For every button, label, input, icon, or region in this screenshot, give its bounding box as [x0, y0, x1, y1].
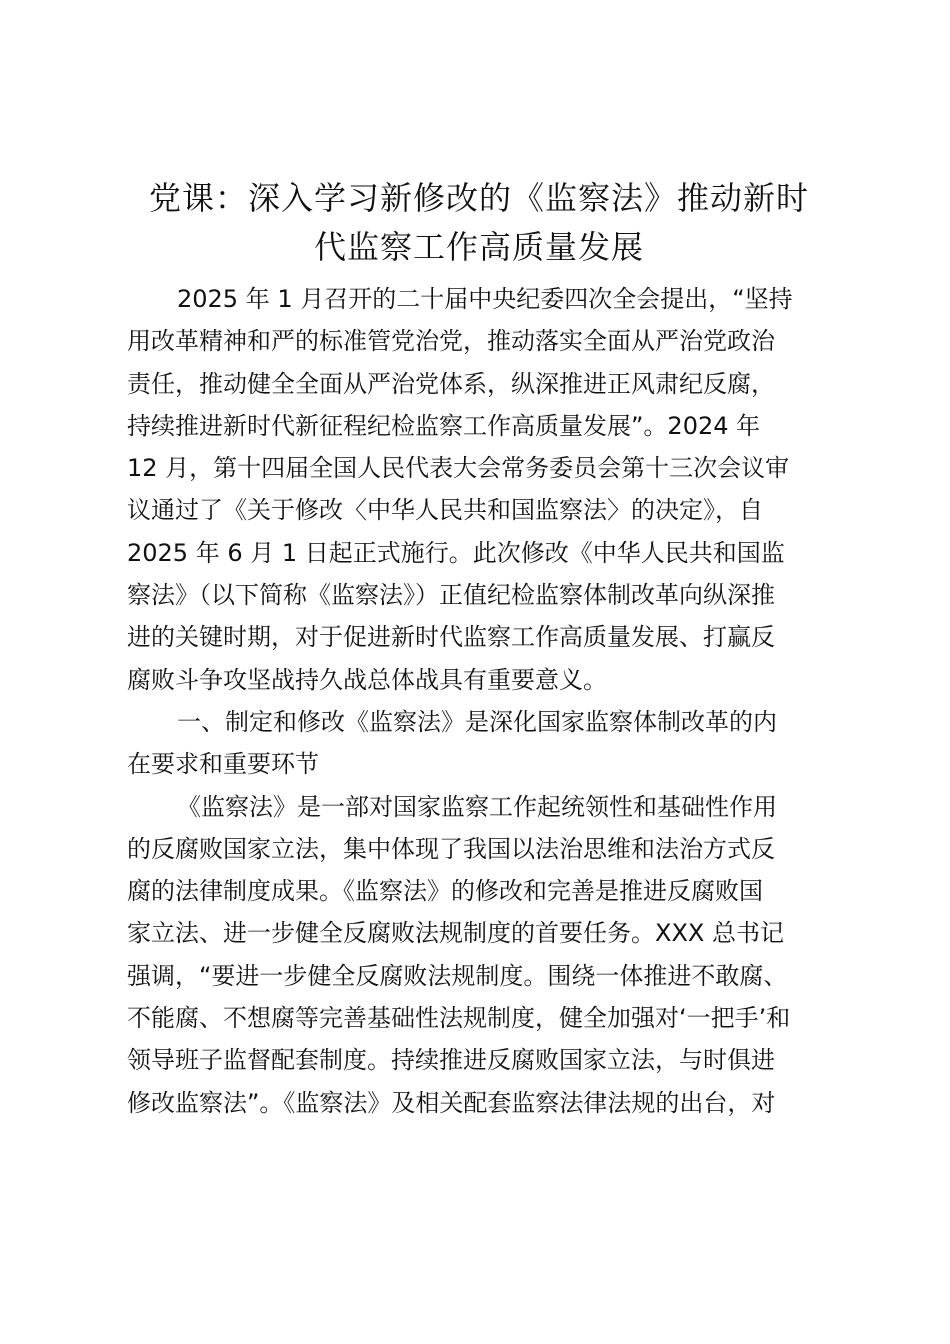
title-line: 代监察工作高质量发展 — [313, 228, 644, 266]
text-line: 领导班子监督配套制度。持续推进反腐败国家立法，与时俱进 — [127, 1046, 775, 1075]
text-line: 家立法、进一步健全反腐败法规制度的首要任务。XXX 总书记 — [127, 919, 784, 948]
text-line: 的反腐败国家立法，集中体现了我国以法治思维和法治方式反 — [127, 834, 775, 863]
text-line: 修改监察法”。《监察法》及相关配套监察法律法规的出台，对 — [127, 1088, 776, 1117]
text-line: 察法》（以下简称《监察法》）正值纪检监察体制改革向纵深推 — [127, 581, 775, 610]
document-body — [127, 278, 833, 1124]
text-line: 持续推进新时代新征程纪检监察工作高质量发展”。2024 年 — [127, 411, 761, 440]
paragraph-intro — [127, 278, 833, 701]
text-line: 2025 年 6 月 1 日起正式施行。此次修改《中华人民共和国监 — [127, 538, 785, 567]
heading-line: 在要求和重要环节 — [127, 750, 319, 779]
text-line: 2025 年 1 月召开的二十届中央纪委四次全会提出，“坚持 — [177, 285, 793, 313]
text-line: 强调，“要进一步健全反腐败法规制度。围绕一体推进不敢腐、 — [127, 961, 788, 990]
text-line: 进的关键时期，对于促进新时代监察工作高质量发展、打赢反 — [127, 623, 775, 652]
text-line: 责任，推动健全全面从严治党体系，纵深推进正风肃纪反腐， — [127, 369, 775, 398]
section-heading — [127, 701, 833, 786]
text-line: 不能腐、不想腐等完善基础性法规制度，健全加强对‘一把手’和 — [127, 1004, 791, 1033]
text-line: 《监察法》是一部对国家监察工作起统领性和基础性作用 — [177, 792, 777, 821]
text-line: 议通过了《关于修改〈中华人民共和国监察法〉的决定》，自 — [127, 496, 763, 525]
heading-line: 一、制定和修改《监察法》是深化国家监察体制改革的内 — [177, 707, 777, 736]
title-line: 党课：深入学习新修改的《监察法》推动新时 — [148, 179, 809, 217]
text-line: 腐败斗争攻坚战持久战总体战具有重要意义。 — [127, 665, 607, 694]
document-title — [120, 174, 838, 272]
paragraph-section-1 — [127, 786, 833, 1124]
text-line: 腐的法律制度成果。《监察法》的修改和完善是推进反腐败国 — [127, 877, 763, 906]
text-line: 用改革精神和严的标准管党治党，推动落实全面从严治党政治 — [127, 327, 775, 356]
text-line: 12 月，第十四届全国人民代表大会常务委员会第十三次会议审 — [127, 454, 790, 483]
